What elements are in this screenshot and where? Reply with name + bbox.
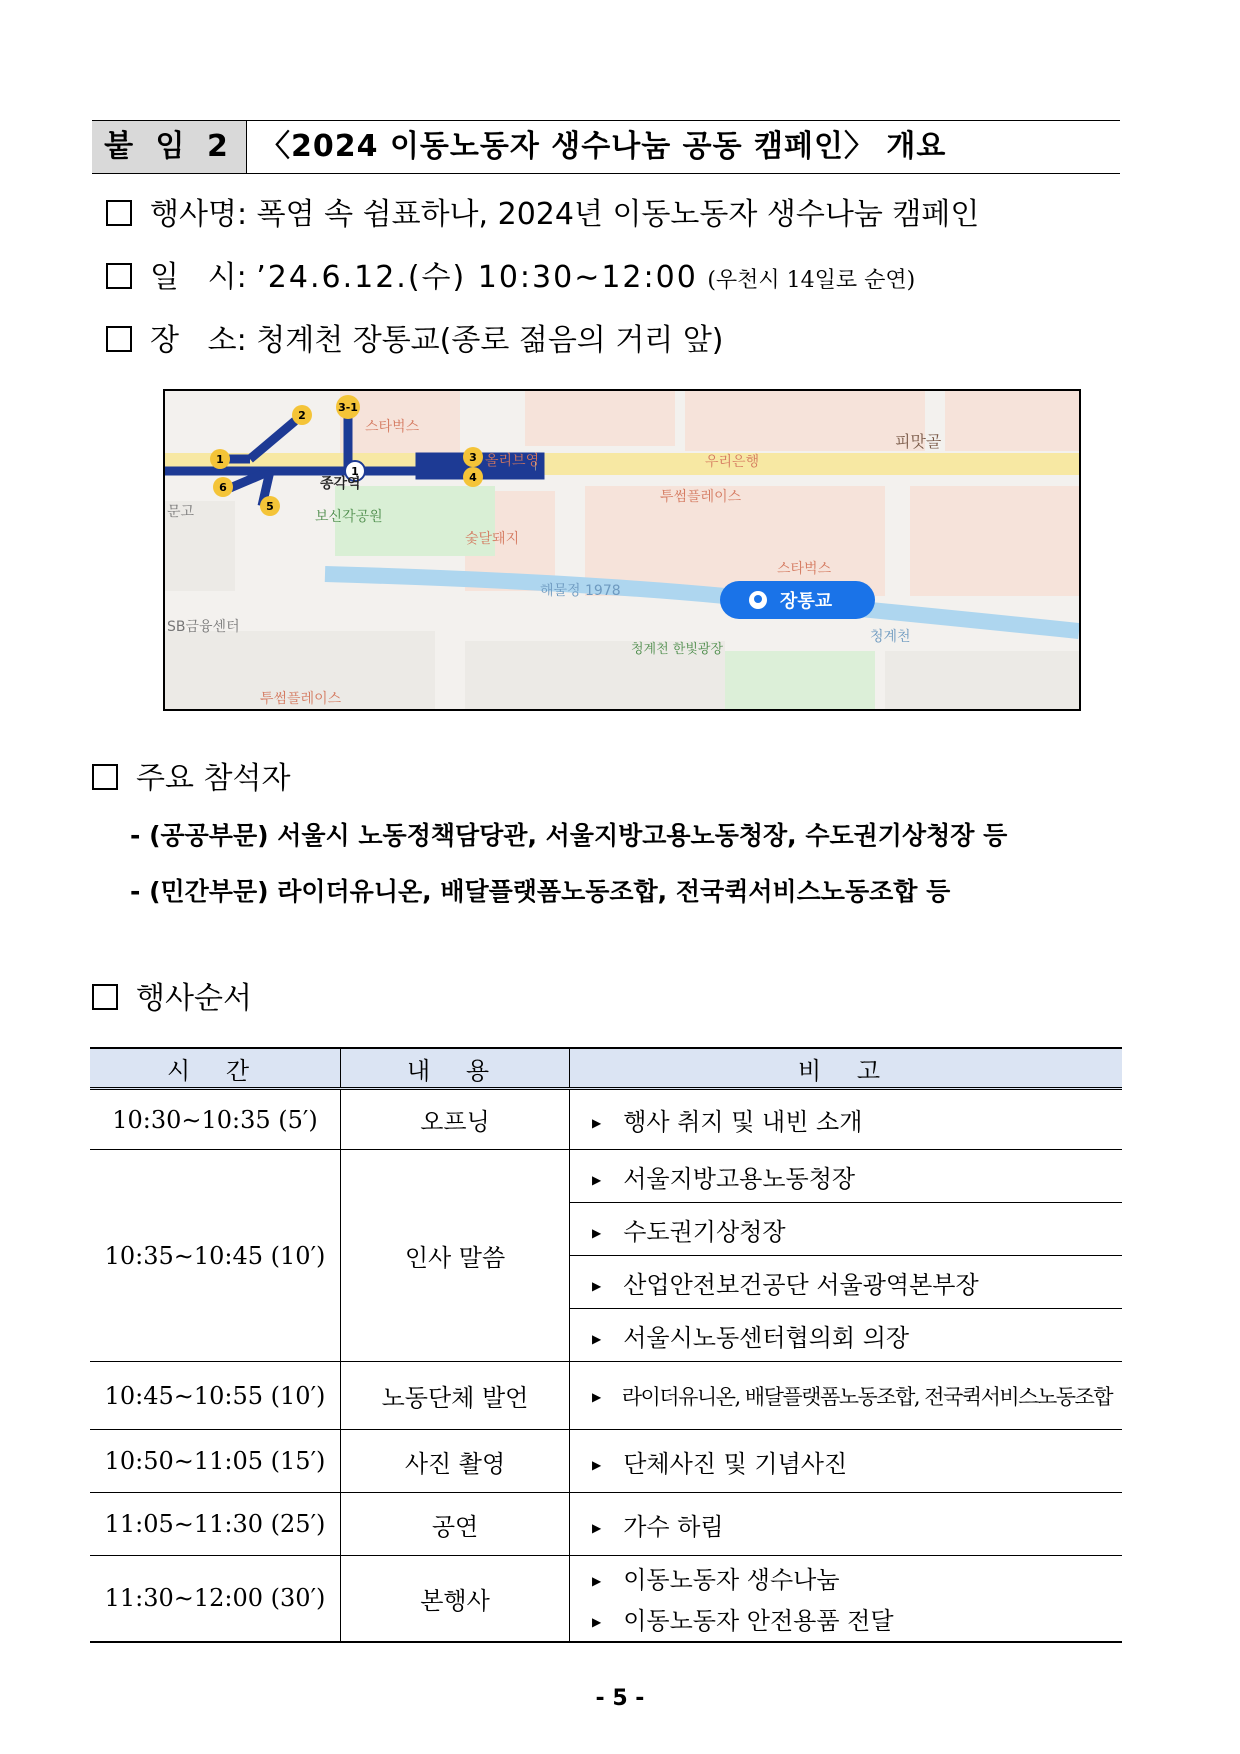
program-title: 행사순서: [136, 981, 252, 1016]
bullet-icon: ▶: [592, 1278, 602, 1293]
poi-oliveyoung: 올리브영: [485, 453, 540, 469]
bullet-icon: ▶: [592, 1331, 602, 1346]
row-time: 11:05∼11:30 (25′): [90, 1493, 341, 1556]
poi-twosome2: 투썸플레이스: [260, 691, 342, 707]
bullet-icon: ▶: [592, 1457, 602, 1472]
poi-pimatgol: 피맛골: [895, 432, 942, 451]
attendees-heading: [92, 757, 290, 801]
info-value: 청계천 장통교(종로 젊음의 거리 앞): [256, 323, 724, 358]
table-row: [90, 1556, 1122, 1642]
row-time: 10:45∼10:55 (10′): [90, 1362, 341, 1430]
map-graphic: [165, 391, 1079, 709]
row-time: 10:50∼11:05 (15′): [90, 1430, 341, 1493]
poi-sutdal: 숯달돼지: [465, 531, 520, 547]
row-time: 11:30∼12:00 (30′): [90, 1556, 341, 1642]
bullet-icon: ▶: [592, 1172, 602, 1187]
info-label: 행사명:: [150, 197, 248, 232]
exit-label: 5: [266, 500, 274, 513]
column-header-content: 내 용: [341, 1048, 570, 1089]
poi-sb: SB금융센터: [167, 619, 240, 635]
poi-twosome: 투썸플레이스: [660, 489, 742, 505]
row-time: 10:35∼10:45 (10′): [90, 1150, 341, 1362]
info-label: 일 시:: [150, 260, 247, 295]
table-header-row: [90, 1048, 1122, 1089]
bullet-icon: ▶: [592, 1615, 602, 1630]
poi-bosingak: 보신각공원: [315, 509, 383, 525]
row-note: ▶ 산업안전보건공단 서울광역본부장: [570, 1256, 1123, 1309]
attachment-tag: 붙 임 2: [92, 121, 247, 173]
poi-woori: 우리은행: [705, 454, 760, 470]
exit-label: 3: [469, 451, 477, 464]
info-datetime: [106, 256, 915, 300]
checkbox-icon: [106, 200, 132, 226]
poi-starbucks: 스타벅스: [365, 419, 420, 435]
bullet-icon: ▶: [592, 1574, 602, 1589]
info-event-name: [106, 193, 979, 237]
bullet-icon: ▶: [592, 1225, 602, 1240]
checkbox-icon: [106, 263, 132, 289]
row-content: 인사 말씀: [341, 1150, 570, 1362]
row-content: 노동단체 발언: [341, 1362, 570, 1430]
document-title: 〈2024 이동노동자 생수나눔 공동 캠페인〉 개요: [260, 129, 947, 164]
row-note: ▶ 이동노동자 생수나눔 ▶ 이동노동자 안전용품 전달: [570, 1556, 1123, 1642]
poi-mungo: 문고: [167, 504, 195, 520]
row-content: 본행사: [341, 1556, 570, 1642]
column-header-note: 비 고: [570, 1048, 1123, 1089]
title-bar: [92, 120, 1120, 174]
exit-label: 1: [216, 453, 224, 466]
poi-jonggak: 종각역: [320, 476, 361, 492]
table-row: [90, 1089, 1122, 1150]
program-heading: [92, 977, 252, 1021]
info-location: [106, 319, 724, 363]
row-time: 10:30∼10:35 (5′): [90, 1089, 341, 1150]
bullet-icon: ▶: [592, 1520, 602, 1535]
table-row: [90, 1493, 1122, 1556]
exit-label: 3-1: [338, 401, 358, 414]
schedule-table: [90, 1047, 1122, 1643]
attendees-title: 주요 참석자: [136, 761, 291, 796]
info-value: ’24.6.12.(수) 10:30∼12:00: [256, 260, 698, 295]
exit-label: 1: [351, 465, 359, 478]
info-label: 장 소:: [150, 323, 247, 358]
attendees-private: - (민간부문) 라이더유니온, 배달플랫폼노동조합, 전국퀵서비스노동조합 등: [130, 877, 951, 906]
bullet-icon: ▶: [592, 1116, 602, 1130]
row-note: ▶ 가수 하림: [570, 1493, 1123, 1556]
info-value: 폭염 속 쉼표하나, 2024년 이동노동자 생수나눔 캠페인: [256, 197, 980, 232]
checkbox-icon: [92, 764, 118, 790]
row-note: ▶ 서울시노동센터협의회 의장: [570, 1309, 1123, 1362]
table-row: [90, 1430, 1122, 1493]
poi-haemul: 해물정 1978: [540, 583, 621, 599]
row-content: 오프닝: [341, 1089, 570, 1150]
column-header-time: 시 간: [90, 1048, 341, 1089]
exit-label: 6: [219, 481, 227, 494]
poi-starbucks2: 스타벅스: [777, 561, 832, 577]
row-content: 사진 촬영: [341, 1430, 570, 1493]
exit-label: 4: [469, 471, 477, 484]
row-content: 공연: [341, 1493, 570, 1556]
poi-hanbit: 청계천 한빛광장: [631, 642, 724, 657]
row-note: ▶ 서울지방고용노동청장: [570, 1150, 1123, 1203]
table-row: [90, 1362, 1122, 1430]
page-number: - 5 -: [595, 1686, 645, 1711]
row-note: ▶ 라이더유니온, 배달플랫폼노동조합, 전국퀵서비스노동조합: [570, 1362, 1123, 1430]
attendees-public: - (공공부문) 서울시 노동정책담당관, 서울지방고용노동청장, 수도권기상청장 등: [130, 821, 1008, 850]
checkbox-icon: [106, 326, 132, 352]
row-note: ▶ 단체사진 및 기념사진: [570, 1430, 1123, 1493]
row-note: ▶ 수도권기상청장: [570, 1203, 1123, 1256]
exit-label: 2: [298, 409, 306, 422]
table-row: [90, 1150, 1122, 1203]
info-note: (우천시 14일로 순연): [707, 268, 916, 293]
poi-cheonggyecheon: 청계천: [870, 629, 911, 645]
checkbox-icon: [92, 984, 118, 1010]
map-pin-label: 장통교: [780, 591, 833, 612]
row-note: ▶ 행사 취지 및 내빈 소개: [570, 1089, 1123, 1150]
location-map: [163, 389, 1081, 711]
bullet-icon: ▶: [592, 1389, 600, 1404]
